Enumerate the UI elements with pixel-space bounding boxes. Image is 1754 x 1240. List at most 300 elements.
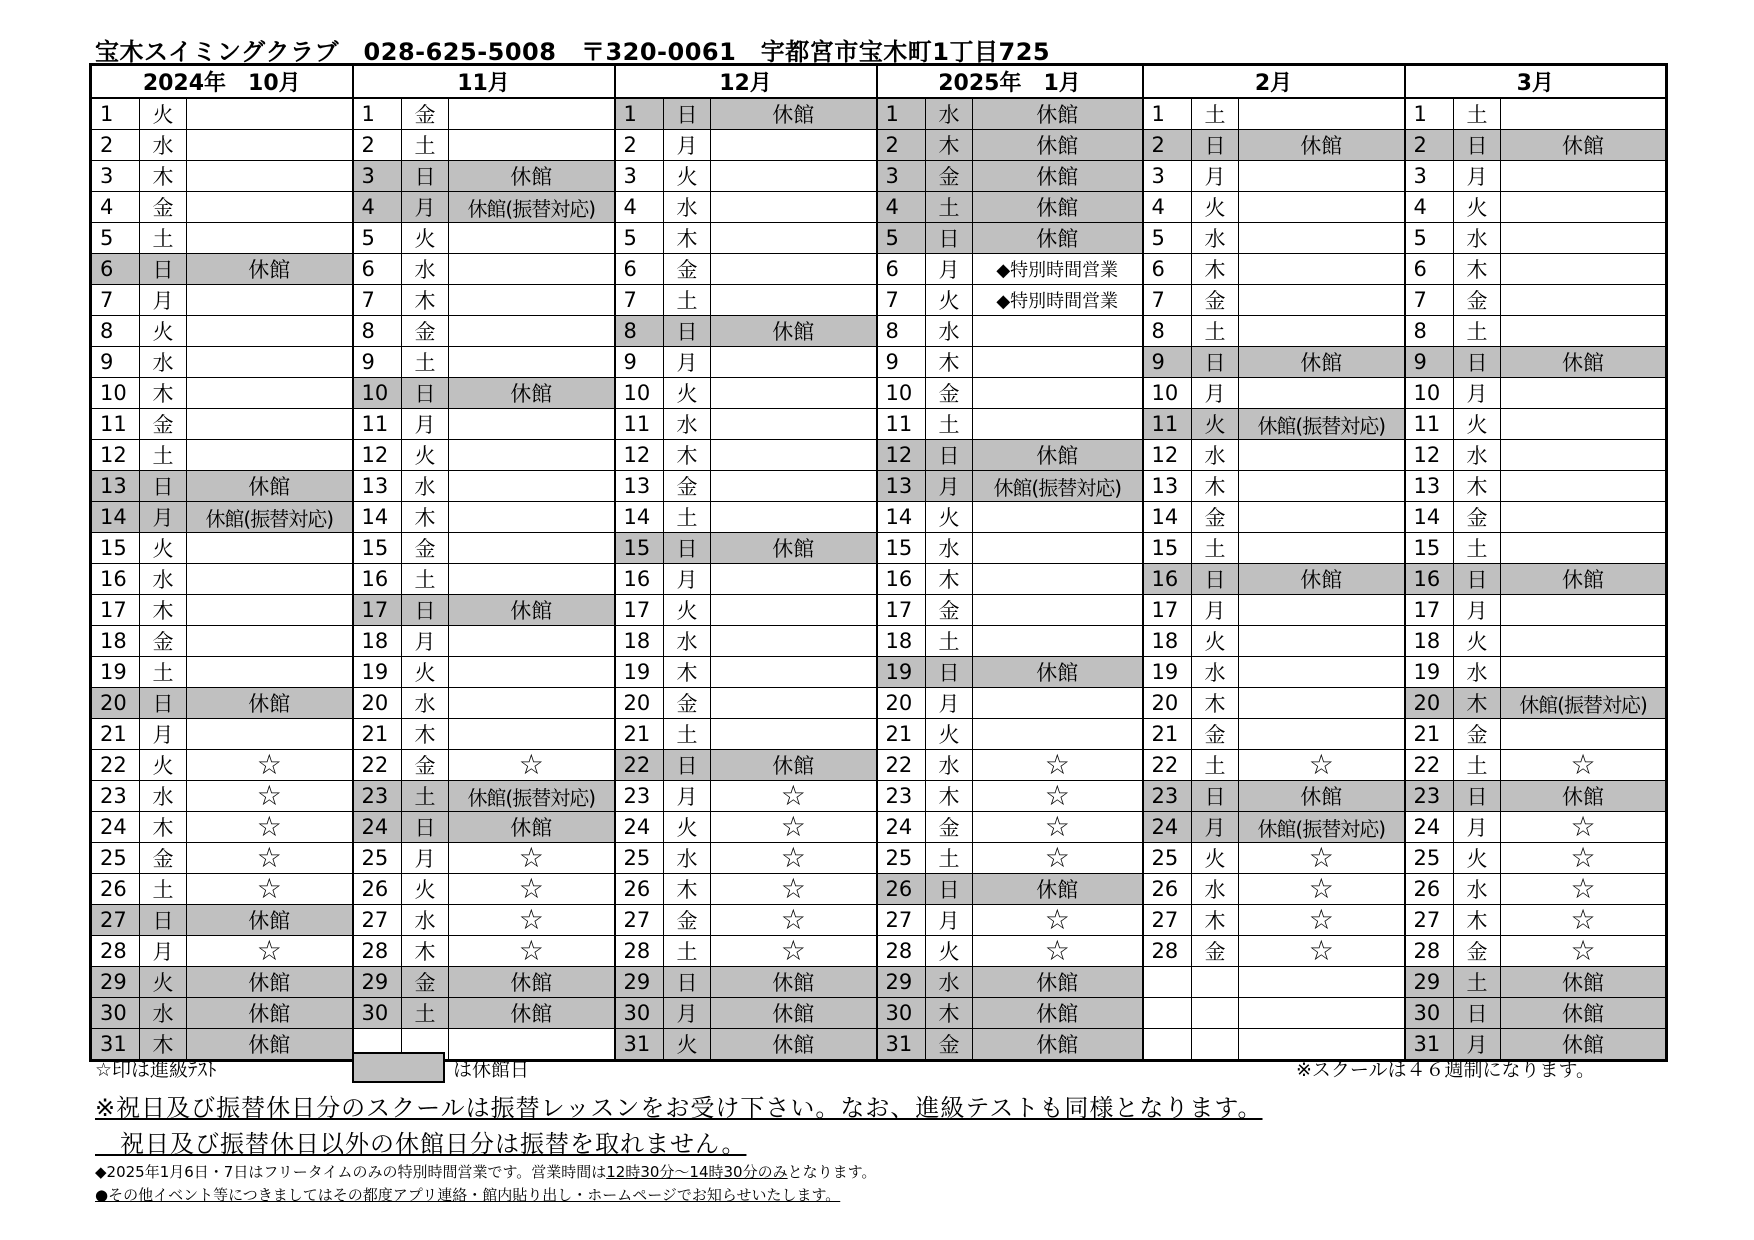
note-line-3-a: ◆2025年1月6日・7日はフリータイムのみの特別時間営業です。営業時間は: [95, 1163, 607, 1181]
day-note: ◆特別時間営業: [973, 285, 1143, 316]
day-number: 26: [615, 874, 664, 905]
weekday: 月: [140, 285, 187, 316]
weekday: 土: [1192, 316, 1239, 347]
day-note: [1239, 967, 1405, 998]
month-header: 2024年 10月: [91, 65, 353, 99]
day-number: 9: [615, 347, 664, 378]
closed-label: 休館(振替対応): [1239, 409, 1405, 440]
legend-closed: は休館日: [453, 1059, 530, 1081]
day-number: 12: [877, 440, 926, 471]
closed-label: 休館: [187, 905, 353, 936]
closed-label: 休館: [1501, 1029, 1667, 1061]
day-number: 11: [877, 409, 926, 440]
day-number: 25: [1143, 843, 1192, 874]
test-star: ☆: [711, 812, 877, 843]
test-star: ☆: [711, 905, 877, 936]
day-number: 26: [91, 874, 140, 905]
day-number: 15: [353, 533, 402, 564]
closed-label: 休館: [711, 967, 877, 998]
day-note: [1501, 595, 1667, 626]
test-star: ☆: [973, 781, 1143, 812]
test-star: ☆: [973, 750, 1143, 781]
weekday: 月: [1192, 812, 1239, 843]
weekday: 日: [664, 967, 711, 998]
day-note: [711, 409, 877, 440]
weekday: 土: [402, 781, 449, 812]
weekday: 水: [1192, 440, 1239, 471]
weekday: 火: [664, 595, 711, 626]
day-number: 2: [615, 130, 664, 161]
day-number: 21: [1143, 719, 1192, 750]
day-number: 5: [353, 223, 402, 254]
day-number: 5: [1143, 223, 1192, 254]
weekday: 火: [140, 967, 187, 998]
day-note: [1239, 998, 1405, 1029]
weekday: 日: [402, 812, 449, 843]
day-number: 11: [1143, 409, 1192, 440]
day-note: [1239, 378, 1405, 409]
day-number: 29: [615, 967, 664, 998]
day-row: [91, 781, 1667, 812]
day-number: 8: [1405, 316, 1454, 347]
weekday: 日: [926, 657, 973, 688]
day-number: 17: [353, 595, 402, 626]
day-number: 9: [91, 347, 140, 378]
weekday: 月: [664, 998, 711, 1029]
day-number: 6: [615, 254, 664, 285]
day-number: 31: [615, 1029, 664, 1061]
day-note: [449, 285, 615, 316]
day-row: [91, 936, 1667, 967]
weekday: 日: [926, 223, 973, 254]
day-row: [91, 750, 1667, 781]
day-number: 24: [615, 812, 664, 843]
day-number: 7: [353, 285, 402, 316]
test-star: ☆: [711, 874, 877, 905]
test-star: ☆: [449, 843, 615, 874]
day-note: [187, 161, 353, 192]
day-number: 14: [877, 502, 926, 533]
weekday: 金: [1192, 936, 1239, 967]
weekday: 金: [1454, 502, 1501, 533]
closed-label: 休館: [187, 998, 353, 1029]
day-note: [1501, 409, 1667, 440]
day-number: 16: [91, 564, 140, 595]
closed-label: 休館: [449, 812, 615, 843]
weekday: 水: [926, 316, 973, 347]
weekday: 月: [1454, 378, 1501, 409]
day-number: 27: [615, 905, 664, 936]
month-header: 3月: [1405, 65, 1667, 99]
day-note: [711, 564, 877, 595]
closed-label: 休館: [1239, 347, 1405, 378]
day-number: 20: [1405, 688, 1454, 719]
weekday: 月: [1454, 161, 1501, 192]
day-number: 6: [91, 254, 140, 285]
day-number: 14: [1143, 502, 1192, 533]
day-row: [91, 533, 1667, 564]
day-number: 23: [353, 781, 402, 812]
weekday: 日: [1192, 347, 1239, 378]
day-note: [1239, 192, 1405, 223]
weekday: 金: [1192, 502, 1239, 533]
weekday: 水: [1454, 874, 1501, 905]
note-line-1: ※祝日及び振替休日分のスクールは振替レッスンをお受け下さい。なお、進級テストも同様となります。: [95, 1094, 1263, 1122]
weekday: 水: [140, 781, 187, 812]
weekday: 金: [140, 843, 187, 874]
closed-label: 休館: [973, 130, 1143, 161]
day-number: 29: [91, 967, 140, 998]
day-number: 12: [91, 440, 140, 471]
day-number: 27: [877, 905, 926, 936]
day-number: 18: [877, 626, 926, 657]
weekday: 金: [664, 254, 711, 285]
closed-label: 休館(振替対応): [449, 192, 615, 223]
weekday: 月: [402, 626, 449, 657]
weekday: 土: [926, 843, 973, 874]
day-number: 29: [877, 967, 926, 998]
day-number: 13: [877, 471, 926, 502]
weekday: 土: [1192, 750, 1239, 781]
day-number: 11: [1405, 409, 1454, 440]
day-note: [711, 130, 877, 161]
weekday: 水: [1454, 440, 1501, 471]
weekday: 日: [1454, 781, 1501, 812]
day-note: [1501, 285, 1667, 316]
month-header: 2025年 1月: [877, 65, 1143, 99]
closed-label: 休館: [187, 471, 353, 502]
weekday: 土: [664, 719, 711, 750]
day-note: [1239, 223, 1405, 254]
day-number: 13: [1143, 471, 1192, 502]
day-row: [91, 316, 1667, 347]
weekday: 水: [664, 626, 711, 657]
weekday: 日: [1192, 564, 1239, 595]
weekday: 水: [402, 688, 449, 719]
day-note: [449, 130, 615, 161]
weekday: 木: [402, 285, 449, 316]
weekday: 木: [926, 781, 973, 812]
test-star: ☆: [1239, 936, 1405, 967]
weekday: 土: [1454, 316, 1501, 347]
weekday: 土: [926, 409, 973, 440]
weekday: 木: [1454, 471, 1501, 502]
day-number: 7: [1405, 285, 1454, 316]
day-number: 2: [353, 130, 402, 161]
day-row: [91, 285, 1667, 316]
weekday: 水: [402, 905, 449, 936]
closed-label: 休館(振替対応): [449, 781, 615, 812]
day-number: 23: [877, 781, 926, 812]
day-row: [91, 254, 1667, 285]
day-number: 2: [1143, 130, 1192, 161]
day-number: 7: [1143, 285, 1192, 316]
test-star: ☆: [973, 905, 1143, 936]
day-note: [1501, 223, 1667, 254]
note-line-3: [95, 1161, 876, 1182]
day-number: 29: [1405, 967, 1454, 998]
day-number: 22: [91, 750, 140, 781]
day-number: 12: [1405, 440, 1454, 471]
day-number: 8: [91, 316, 140, 347]
test-star: ☆: [1239, 905, 1405, 936]
day-number: 15: [91, 533, 140, 564]
day-number: 28: [91, 936, 140, 967]
weekday: 木: [402, 719, 449, 750]
day-number: 15: [615, 533, 664, 564]
day-note: [1239, 471, 1405, 502]
day-number: 24: [877, 812, 926, 843]
day-row: [91, 657, 1667, 688]
day-number: 27: [1405, 905, 1454, 936]
test-star: ☆: [973, 812, 1143, 843]
day-number: 22: [877, 750, 926, 781]
day-row: [91, 564, 1667, 595]
day-number: 20: [615, 688, 664, 719]
day-number: 1: [91, 98, 140, 130]
day-number: 17: [1143, 595, 1192, 626]
day-number: 13: [615, 471, 664, 502]
weekday: 金: [926, 1029, 973, 1061]
weekday: 土: [664, 936, 711, 967]
day-number: 4: [615, 192, 664, 223]
weekday: 金: [140, 626, 187, 657]
weekday: 火: [1192, 843, 1239, 874]
day-note: [1501, 378, 1667, 409]
weekday: 日: [1454, 998, 1501, 1029]
closed-label: 休館: [1501, 967, 1667, 998]
day-number: 18: [1405, 626, 1454, 657]
weekday: 火: [1454, 843, 1501, 874]
day-number: 7: [615, 285, 664, 316]
day-note: [449, 440, 615, 471]
day-number: 11: [615, 409, 664, 440]
weekday: 月: [664, 564, 711, 595]
weekday: 木: [664, 657, 711, 688]
day-number: 14: [615, 502, 664, 533]
day-note: [1239, 719, 1405, 750]
weekday: 火: [1454, 409, 1501, 440]
weekday: 日: [664, 750, 711, 781]
weekday: 土: [140, 657, 187, 688]
test-star: ☆: [1501, 750, 1667, 781]
day-number: 9: [877, 347, 926, 378]
weekday: 月: [1192, 161, 1239, 192]
day-number: 23: [1143, 781, 1192, 812]
day-number: 1: [1143, 98, 1192, 130]
weekday: 水: [1192, 874, 1239, 905]
month-header: 12月: [615, 65, 877, 99]
weekday: 月: [140, 936, 187, 967]
day-number: 10: [1405, 378, 1454, 409]
weekday: 木: [140, 812, 187, 843]
weekday: 火: [664, 378, 711, 409]
calendar-table: [89, 63, 1668, 1062]
day-note: [973, 409, 1143, 440]
day-note: [449, 626, 615, 657]
day-number: 25: [615, 843, 664, 874]
weekday: 日: [140, 471, 187, 502]
day-number: 30: [91, 998, 140, 1029]
day-note: [449, 316, 615, 347]
day-number: 10: [91, 378, 140, 409]
day-note: [1239, 595, 1405, 626]
test-star: ☆: [711, 781, 877, 812]
weekday: 月: [664, 781, 711, 812]
weekday: 金: [140, 409, 187, 440]
weekday: 木: [1192, 254, 1239, 285]
day-number: 9: [1405, 347, 1454, 378]
day-note: [1239, 502, 1405, 533]
weekday: 水: [1454, 657, 1501, 688]
day-note: [187, 285, 353, 316]
day-number: 4: [91, 192, 140, 223]
weekday: 土: [1192, 533, 1239, 564]
weekday: 土: [664, 285, 711, 316]
club-header: 宝木スイミングクラブ 028-625-5008 〒320-0061 宇都宮市宝木町1丁目725: [95, 38, 1051, 66]
day-row: [91, 967, 1667, 998]
day-row: [91, 130, 1667, 161]
day-number: 30: [1405, 998, 1454, 1029]
day-row: [91, 192, 1667, 223]
day-number: 14: [1405, 502, 1454, 533]
day-number: 18: [91, 626, 140, 657]
legend-star: ☆印は進級ﾃｽﾄ: [95, 1059, 217, 1081]
day-note: [1239, 657, 1405, 688]
closed-label: 休館: [973, 161, 1143, 192]
weekday: 水: [140, 564, 187, 595]
test-star: ☆: [449, 750, 615, 781]
day-number: 28: [1143, 936, 1192, 967]
closed-label: 休館(振替対応): [1501, 688, 1667, 719]
closed-label: 休館: [1239, 130, 1405, 161]
test-star: ☆: [1501, 936, 1667, 967]
weekday: 火: [140, 98, 187, 130]
weekday: 火: [1192, 409, 1239, 440]
day-note: [711, 161, 877, 192]
day-number: 4: [353, 192, 402, 223]
weekday: 木: [926, 564, 973, 595]
day-note: [1239, 285, 1405, 316]
day-number: 1: [353, 98, 402, 130]
day-number: 17: [615, 595, 664, 626]
day-number: 6: [353, 254, 402, 285]
day-number: 8: [615, 316, 664, 347]
day-number: 7: [91, 285, 140, 316]
weekday: 月: [1454, 812, 1501, 843]
weekday: 水: [926, 967, 973, 998]
weekday: [1192, 998, 1239, 1029]
day-note: [449, 688, 615, 719]
day-note: [187, 98, 353, 130]
day-note: [449, 409, 615, 440]
closed-label: 休館: [187, 254, 353, 285]
day-number: 19: [1143, 657, 1192, 688]
day-row: [91, 502, 1667, 533]
weekday: 水: [140, 130, 187, 161]
day-note: [1239, 254, 1405, 285]
weekday: 金: [402, 967, 449, 998]
day-note: [711, 254, 877, 285]
test-star: ☆: [1501, 905, 1667, 936]
weekday: 火: [926, 719, 973, 750]
closed-label: 休館: [1501, 781, 1667, 812]
day-number: 3: [877, 161, 926, 192]
day-note: [973, 378, 1143, 409]
closed-label: 休館: [711, 533, 877, 564]
day-note: [973, 347, 1143, 378]
weekday: 火: [926, 285, 973, 316]
day-number: 16: [1405, 564, 1454, 595]
day-row: [91, 719, 1667, 750]
closed-label: 休館(振替対応): [973, 471, 1143, 502]
day-note: [973, 564, 1143, 595]
day-note: [187, 595, 353, 626]
weekday: 火: [402, 874, 449, 905]
day-note: [711, 502, 877, 533]
weekday: 月: [926, 254, 973, 285]
day-number: 2: [877, 130, 926, 161]
day-note: [711, 440, 877, 471]
day-note: [973, 719, 1143, 750]
weekday: 金: [1454, 285, 1501, 316]
weekday: 火: [402, 657, 449, 688]
day-number: 19: [877, 657, 926, 688]
weekday: 木: [140, 1029, 187, 1061]
weekday: 土: [1454, 750, 1501, 781]
note-line-4: ●その他イベント等につきましてはその都度アプリ連絡・館内貼り出し・ホームページでお知らせいたします。: [95, 1186, 841, 1204]
day-number: 3: [353, 161, 402, 192]
day-number: 26: [353, 874, 402, 905]
day-number: 21: [91, 719, 140, 750]
day-note: [449, 502, 615, 533]
day-number: 31: [877, 1029, 926, 1061]
day-number: 31: [1405, 1029, 1454, 1061]
day-row: [91, 874, 1667, 905]
day-number: 23: [91, 781, 140, 812]
weekday: 水: [1192, 657, 1239, 688]
month-header-row: [91, 65, 1667, 99]
day-number: 16: [353, 564, 402, 595]
day-note: [1501, 440, 1667, 471]
weekday: 火: [1454, 626, 1501, 657]
weekday: 月: [1192, 378, 1239, 409]
weekday: 火: [140, 316, 187, 347]
weekday: 金: [402, 98, 449, 130]
closed-label: 休館: [973, 192, 1143, 223]
day-number: 28: [877, 936, 926, 967]
day-number: 27: [91, 905, 140, 936]
weekday: 金: [664, 471, 711, 502]
day-number: 6: [1405, 254, 1454, 285]
day-number: 20: [353, 688, 402, 719]
day-number: 2: [91, 130, 140, 161]
test-star: ☆: [187, 936, 353, 967]
weekday: 日: [664, 533, 711, 564]
day-note: [1501, 192, 1667, 223]
weekday: 金: [1192, 719, 1239, 750]
day-number: 23: [1405, 781, 1454, 812]
day-note: [187, 440, 353, 471]
weekday: 火: [140, 750, 187, 781]
day-number: 30: [615, 998, 664, 1029]
weekday: 月: [664, 130, 711, 161]
legend-closed-swatch: [352, 1052, 445, 1083]
weekday: 日: [140, 688, 187, 719]
day-note: [711, 285, 877, 316]
day-number: 11: [353, 409, 402, 440]
day-number: 16: [877, 564, 926, 595]
